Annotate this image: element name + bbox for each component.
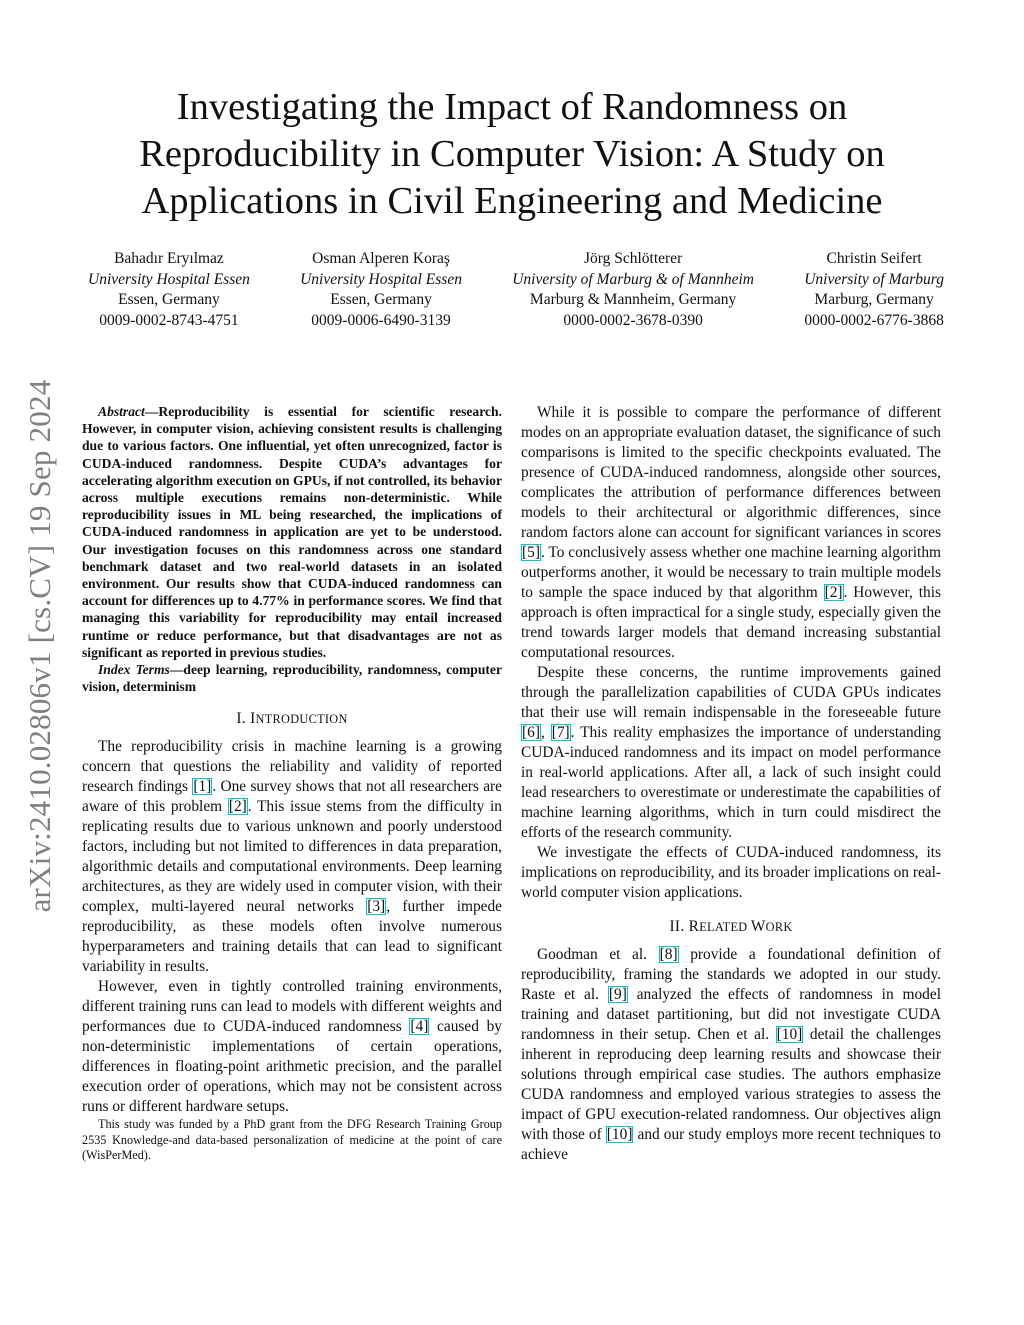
citation-link[interactable]: [4]: [410, 1018, 429, 1036]
citation-link[interactable]: [5]: [522, 544, 540, 561]
right-paragraph-2: Despite these concerns, the runtime improvements gained through the parallelization capabilities of CUDA GPUs indicates that their use will remain indispensable in the foreseeable future [6], [7]. This reality emphasizes the importance of understanding CUDA-induced randomness and its impact on model performance in real-world applications. After all, a lack of such insight could lead researchers to overestimate or underestimate the capabilities of machine learning algorithms, which in turn could misdirect the efforts of the research community.: [521, 664, 941, 841]
intro-paragraph-1: The reproducibility crisis in machine learning is a growing concern that questions the reliability and validity of reported research findings [1]. One survey shows that not all researchers are aware of this problem [2]. This issue stems from the difficulty in replicating results due to various unknown and poorly understood factors, including but not limited to differences in data preparation, algorithmic details and computational environments. Deep learning architectures, as they are widely used in computer vision, with their complex, multi-layered neural networks [3], further impede reproducibility, as these models often involve numerous hyperparameters and training details that can lead to significant variability in results.: [82, 738, 503, 976]
section-heading-introduction: I. INTRODUCTION: [236, 710, 348, 728]
author-location: Essen, Germany: [118, 291, 220, 308]
citation-link[interactable]: [1]: [193, 778, 212, 796]
intro-paragraph-2: However, even in tightly controlled training environments, different training runs can lead to models with different weights and performances due to CUDA-induced randomness [4] caused by non-deterministic implementations of certain operations, differences in floating-point arithmetic precision, and the parallel execution order of operations, which may not be consistent across runs or different hardware setups.: [82, 978, 502, 1116]
author-location: Essen, Germany: [330, 291, 432, 308]
author-orcid: 0009-0002-8743-4751: [99, 311, 239, 329]
author-orcid: 0000-0002-3678-0390: [563, 311, 703, 329]
index-terms-text: —deep learning, reproducibility, randomness, computer vision, determinism: [82, 662, 502, 695]
right-paragraph-1: While it is possible to compare the performance of different modes on an appropriate evaluation dataset, the significance of such comparisons is limited to the specific checkpoints evaluated. The presence of CUDA-induced randomness, alongside other sources, complicates the attribution of performance differences between models to their architectural or algorithmic differences, since random factors alone can account for significant variances in scores [5]. To conclusively assess whether one machine learning algorithm outperforms another, it would be necessary to train multiple models to sample the space induced by that algorithm [2]. However, this approach is often impractical for a single study, especially given the trend towards larger models that demand increasing substantial computational resources.: [521, 404, 942, 661]
abstract-text: —Reproducibility is essential for scientific research. However, in computer vision, achieving consistent results is challenging due to various factors. One influential, yet often unrecognized, factor is CUDA-induced randomness. Despite CUDA’s advantages for accelerating algorithm execution on GPUs, if not controlled, its behavior across multiple executions remains non-deterministic. While reproducibility issues in ML being researched, the implications of CUDA-induced randomness in application are yet to be understood. Our investigation focuses on this randomness across one standard benchmark dataset and two real-world datasets in an isolated environment. Our results show that CUDA-induced randomness can account for differences up to 4.77% in performance scores. We find that managing this variability for reproducibility may entail increased runtime or reduce performance, but that disadvantages are not as significant as reported in previous studies.: [82, 404, 502, 660]
author-orcid: 0009-0006-6490-3139: [311, 311, 451, 329]
author-location: Marburg, Germany: [814, 291, 934, 308]
paper-title: Investigating the Impact of Randomness on Reproducibility in Computer Vision: A Study on Applications in Civil Engineering and Medicine: [139, 86, 885, 222]
author-4: [804, 249, 944, 331]
author-affiliation: University Hospital Essen: [300, 270, 462, 288]
citation-link[interactable]: [2]: [824, 584, 843, 601]
author-affiliation: University of Marburg & of Mannheim: [512, 270, 754, 288]
author-name: Osman Alperen Koraş: [312, 250, 450, 267]
related-work-paragraph: Goodman et al. [8] provide a foundational definition of reproducibility, framing the standards we adopted in our study. Raste et al. [9] analyzed the effects of randomness in model training and dataset partitioning, but did not investigate CUDA randomness in their setup. Chen et al. [10] detail the challenges inherent in reproducing deep learning results and showcase their solutions through empirical case studies. The authors emphasize CUDA randomness and employed various strategies to assess the impact of GPU execution-related randomness. Our objectives align with those of [10] and our study employs more recent techniques to achieve: [521, 946, 941, 1163]
author-orcid: 0000-0002-6776-3868: [804, 311, 944, 329]
left-column: [82, 403, 502, 1163]
right-column: [521, 403, 941, 1165]
author-location: Marburg & Mannheim, Germany: [529, 291, 737, 308]
citation-link[interactable]: [7]: [551, 724, 570, 741]
citation-link[interactable]: [10]: [606, 1126, 633, 1143]
author-2: [300, 249, 462, 331]
index-terms-label: Index Terms: [98, 662, 170, 678]
author-name: Bahadır Eryılmaz: [114, 250, 224, 267]
citation-link[interactable]: [10]: [776, 1026, 803, 1043]
arxiv-side-label: arXiv:2410.02806v1 [cs.CV] 19 Sep 2024: [22, 379, 57, 913]
author-affiliation: University of Marburg: [804, 270, 944, 288]
author-3: [512, 249, 754, 331]
citation-link[interactable]: [6]: [522, 724, 540, 741]
citation-link[interactable]: [3]: [367, 898, 386, 916]
abstract-label: Abstract: [98, 404, 145, 419]
citation-link[interactable]: [8]: [659, 946, 678, 963]
citation-link[interactable]: [9]: [608, 986, 627, 1003]
author-name: Jörg Schlötterer: [583, 250, 683, 267]
citation-link[interactable]: [2]: [228, 798, 247, 816]
author-1: [88, 249, 250, 331]
funding-footnote: This study was funded by a PhD grant from the DFG Research Training Group 2535 Knowledge-and data-based personalization of medicine at the point of care (WisPerMed).: [82, 1117, 502, 1162]
abstract: [82, 403, 502, 661]
index-terms: [82, 661, 502, 695]
right-paragraph-3: We investigate the effects of CUDA-induced randomness, its implications on reproducibility, and its broader implications on real-world computer vision applications.: [521, 844, 942, 901]
section-heading-related-work: II. RELATED WORK: [669, 918, 793, 935]
author-name: Christin Seifert: [826, 250, 922, 267]
author-affiliation: University Hospital Essen: [88, 270, 250, 288]
author-block: [88, 249, 944, 331]
